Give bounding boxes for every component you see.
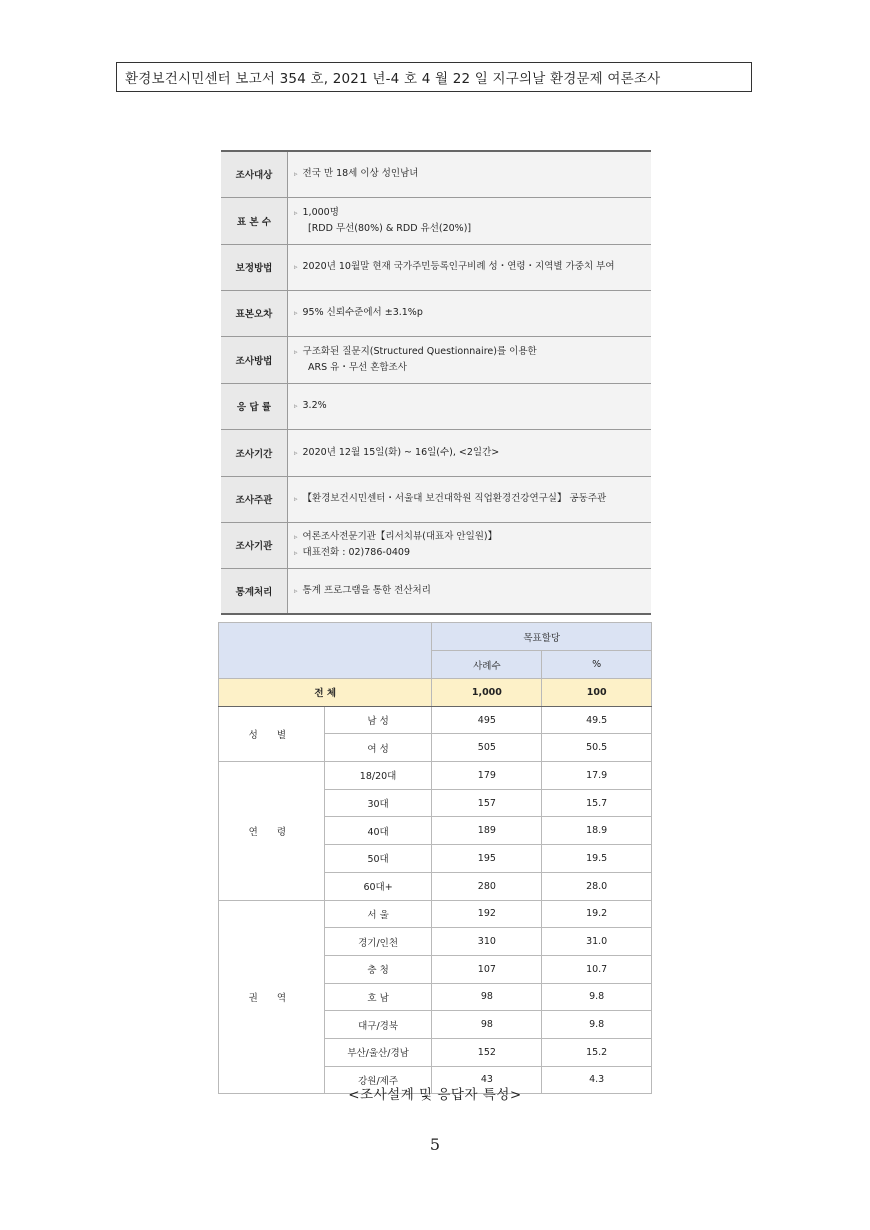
bullet-icon: ▹ xyxy=(294,263,298,271)
overview-label: 표 본 수 xyxy=(221,197,288,244)
overview-row xyxy=(221,336,651,383)
overview-value-line: 통계 프로그램을 통한 전산처리 xyxy=(302,584,431,596)
total-count: 1,000 xyxy=(432,679,542,707)
row-label: 충 청 xyxy=(324,955,432,983)
overview-value-line: [RDD 무선(80%) & RDD 유선(20%)] xyxy=(308,223,472,234)
row-label: 호 남 xyxy=(324,983,432,1011)
bullet-icon: ▹ xyxy=(294,549,298,557)
row-label: 강원/제주 xyxy=(324,1066,432,1094)
overview-row xyxy=(221,290,651,336)
row-count: 310 xyxy=(432,928,542,956)
row-count: 98 xyxy=(432,1011,542,1039)
row-label: 대구/경북 xyxy=(324,1011,432,1039)
row-percent: 15.7 xyxy=(542,789,652,817)
overview-value xyxy=(288,244,652,290)
row-count: 495 xyxy=(432,706,542,734)
row-label: 남 성 xyxy=(324,706,432,734)
row-label: 부산/울산/경남 xyxy=(324,1038,432,1066)
row-count: 179 xyxy=(432,762,542,790)
row-percent: 10.7 xyxy=(542,955,652,983)
overview-value xyxy=(288,429,652,476)
row-count: 98 xyxy=(432,983,542,1011)
overview-value-line: 대표전화 : 02)786-0409 xyxy=(302,547,410,558)
row-label: 18/20대 xyxy=(324,762,432,790)
overview-value-line: 여론조사전문기관【리서치뷰(대표자 안일원)】 xyxy=(302,531,498,542)
row-percent: 4.3 xyxy=(542,1066,652,1094)
bullet-icon: ▹ xyxy=(294,533,298,541)
group-label: 권 역 xyxy=(219,900,325,1094)
group-label: 성 별 xyxy=(219,706,325,761)
overview-value-line: 3.2% xyxy=(302,400,327,411)
row-label: 서 울 xyxy=(324,900,432,928)
overview-label: 표본오차 xyxy=(221,290,288,336)
bullet-icon: ▹ xyxy=(294,309,298,317)
row-percent: 49.5 xyxy=(542,706,652,734)
row-count: 192 xyxy=(432,900,542,928)
overview-row xyxy=(221,197,651,244)
row-percent: 19.2 xyxy=(542,900,652,928)
overview-row xyxy=(221,429,651,476)
row-count: 152 xyxy=(432,1038,542,1066)
overview-row xyxy=(221,476,651,522)
overview-value xyxy=(288,568,652,614)
row-percent: 50.5 xyxy=(542,734,652,762)
bullet-icon: ▹ xyxy=(294,170,298,179)
overview-value xyxy=(288,336,652,383)
overview-label: 응 답 률 xyxy=(221,383,288,429)
overview-label: 조사방법 xyxy=(221,336,288,383)
row-percent: 31.0 xyxy=(542,928,652,956)
header-percent: % xyxy=(542,651,652,679)
bullet-icon: ▹ xyxy=(294,448,298,457)
bullet-icon: ▹ xyxy=(294,402,298,410)
overview-label: 조사대상 xyxy=(221,151,288,197)
overview-label: 통계처리 xyxy=(221,568,288,614)
overview-value xyxy=(288,383,652,429)
row-percent: 9.8 xyxy=(542,983,652,1011)
overview-label: 조사기관 xyxy=(221,522,288,568)
overview-value-line: 2020년 10월말 현재 국가주민등록인구비례 성・연령・지역별 가중치 부여 xyxy=(302,261,615,272)
bullet-icon: ▹ xyxy=(294,586,298,595)
row-count: 43 xyxy=(432,1066,542,1094)
table-corner-cell xyxy=(219,623,432,679)
overview-value-line: 1,000명 xyxy=(302,207,339,218)
bullet-icon: ▹ xyxy=(294,495,298,503)
row-count: 505 xyxy=(432,734,542,762)
survey-overview-table xyxy=(221,150,651,615)
overview-value-line: 2020년 12월 15일(화) ~ 16일(수), <2일간> xyxy=(302,446,500,458)
row-label: 여 성 xyxy=(324,734,432,762)
row-percent: 18.9 xyxy=(542,817,652,845)
page-number: 5 xyxy=(429,1135,441,1154)
overview-row xyxy=(221,244,651,290)
row-count: 107 xyxy=(432,955,542,983)
header-count: 사례수 xyxy=(432,651,542,679)
overview-value-line: 95% 신뢰수준에서 ±3.1%p xyxy=(302,307,423,318)
overview-row xyxy=(221,568,651,614)
row-count: 189 xyxy=(432,817,542,845)
table-row xyxy=(219,762,652,790)
total-label: 전 체 xyxy=(219,679,432,707)
table-row xyxy=(219,706,652,734)
table-row xyxy=(219,900,652,928)
overview-value xyxy=(288,522,652,568)
row-label: 60대+ xyxy=(324,872,432,900)
overview-value xyxy=(288,290,652,336)
row-percent: 28.0 xyxy=(542,872,652,900)
row-count: 195 xyxy=(432,845,542,873)
row-percent: 17.9 xyxy=(542,762,652,790)
overview-value-line: ARS 유・무선 혼합조사 xyxy=(308,362,407,373)
sample-allocation-table xyxy=(218,622,652,1094)
row-count: 157 xyxy=(432,789,542,817)
overview-value xyxy=(288,197,652,244)
report-header: 환경보건시민센터 보고서 354 호, 2021 년-4 호 4 월 22 일 지구의날 환경문제 여론조사 xyxy=(116,62,752,92)
row-label: 50대 xyxy=(324,845,432,873)
table-caption: <조사설계 및 응답자 특성> xyxy=(348,1087,522,1103)
bullet-icon: ▹ xyxy=(294,348,298,356)
row-percent: 9.8 xyxy=(542,1011,652,1039)
total-row xyxy=(219,679,652,707)
row-label: 경기/인천 xyxy=(324,928,432,956)
overview-row xyxy=(221,383,651,429)
overview-value-line: 【환경보건시민센터・서울대 보건대학원 직업환경건강연구실】 공동주관 xyxy=(302,493,607,504)
header-target-allocation: 목표할당 xyxy=(432,623,652,651)
overview-value-line: 구조화된 질문지(Structured Questionnaire)를 이용한 xyxy=(302,346,537,357)
overview-value xyxy=(288,151,652,197)
overview-value-line: 전국 만 18세 이상 성인남녀 xyxy=(302,168,419,180)
overview-value xyxy=(288,476,652,522)
overview-label: 조사기간 xyxy=(221,429,288,476)
row-count: 280 xyxy=(432,872,542,900)
overview-label: 조사주관 xyxy=(221,476,288,522)
overview-row xyxy=(221,151,651,197)
row-label: 30대 xyxy=(324,789,432,817)
group-label: 연 령 xyxy=(219,762,325,900)
row-label: 40대 xyxy=(324,817,432,845)
bullet-icon: ▹ xyxy=(294,209,298,217)
total-percent: 100 xyxy=(542,679,652,707)
overview-label: 보정방법 xyxy=(221,244,288,290)
row-percent: 19.5 xyxy=(542,845,652,873)
row-percent: 15.2 xyxy=(542,1038,652,1066)
overview-row xyxy=(221,522,651,568)
